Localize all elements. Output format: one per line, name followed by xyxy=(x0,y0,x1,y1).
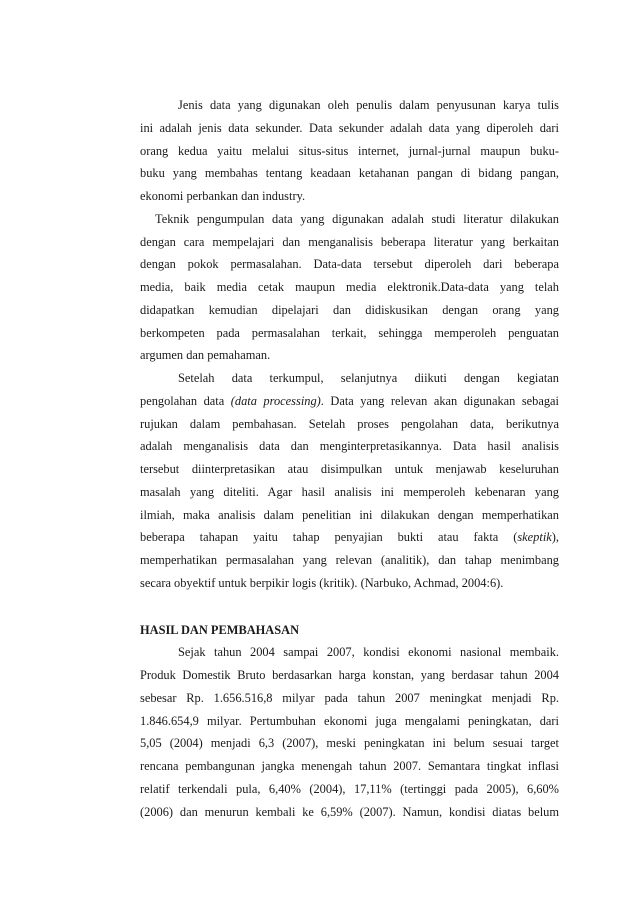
text-line: rujukan dalam pembahasan. Setelah proses pengolahan data, berikutnya xyxy=(140,416,559,431)
text-line: media, baik media cetak maupun media elektronik.Data-data yang telah xyxy=(140,280,559,294)
text-line: Setelah data terkumpul, selanjutnya diikuti dengan kegiatan xyxy=(178,371,559,385)
text-line: Jenis data yang digunakan oleh penulis dalam penyusunan karya tulis xyxy=(178,98,559,112)
text-line: dengan cara mempelajari dan menganalisis beberapa literatur yang berkaitan xyxy=(140,234,559,249)
text-line: argumen dan pemahaman. xyxy=(140,348,271,363)
text-line: masalah yang diteliti. Agar hasil analisis ini memperoleh kebenaran yang xyxy=(140,484,559,499)
section-spacer xyxy=(140,595,559,619)
italic-term: skeptik xyxy=(517,530,552,545)
text-line: adalah menganalisis data dan menginterpretasikannya. Data hasil analisis xyxy=(140,439,559,454)
text-segment: pengolahan data xyxy=(140,393,231,408)
document-page xyxy=(140,94,559,823)
text-line: relatif terkendali pula, 6,40% (2004), 17,11% (tertinggi pada 2005), 6,60% xyxy=(140,781,559,796)
text-line: ini adalah jenis data sekunder. Data sekunder adalah data yang diperoleh dari xyxy=(140,120,559,135)
paragraph-results xyxy=(140,641,559,823)
text-line: (2006) dan menurun kembali ke 6,59% (2007). Namun, kondisi diatas belum xyxy=(140,804,559,819)
italic-term: (data processing) xyxy=(230,393,321,408)
text-segment: beberapa tahapan yaitu tahap penyajian bukti atau fakta ( xyxy=(140,530,518,545)
text-line: 1.846.654,9 milyar. Pertumbuhan ekonomi juga mengalami peningkatan, dari xyxy=(140,713,559,728)
text-line: buku yang membahas tentang keadaan ketahanan pangan di bidang pangan, xyxy=(140,166,559,181)
text-line: didapatkan kemudian dipelajari dan didiskusikan dengan orang yang xyxy=(140,302,559,317)
text-line xyxy=(140,390,559,413)
text-segment: . Data yang relevan akan digunakan sebagai xyxy=(320,393,559,408)
text-line: 5,05 (2004) menjadi 6,3 (2007), meski peningkatan ini belum sesuai target xyxy=(140,736,559,751)
text-line: memperhatikan permasalahan yang relevan (analitik), dan tahap menimbang xyxy=(140,553,559,567)
text-line: orang kedua yaitu melalui situs-situs internet, jurnal-jurnal maupun buku- xyxy=(140,143,559,158)
text-line: Produk Domestik Bruto berdasarkan harga konstan, yang berdasar tahun 2004 xyxy=(140,668,559,682)
text-line: ilmiah, maka analisis dalam penelitian ini dilakukan dengan memperhatikan xyxy=(140,507,559,522)
section-heading: HASIL DAN PEMBAHASAN xyxy=(140,622,300,637)
text-line: secara obyektif untuk berpikir logis (kritik). (Narbuko, Achmad, 2004:6). xyxy=(140,575,504,590)
paragraph-data-processing xyxy=(140,367,559,595)
text-line xyxy=(140,526,559,549)
text-segment: ), xyxy=(551,530,559,545)
text-line: Sejak tahun 2004 sampai 2007, kondisi ekonomi nasional membaik. xyxy=(178,645,559,660)
text-line: dengan pokok permasalahan. Data-data tersebut diperoleh dari beberapa xyxy=(140,257,559,272)
paragraph-collection-technique xyxy=(140,208,559,367)
text-line: ekonomi perbankan dan industry. xyxy=(140,189,306,203)
text-line: sebesar Rp. 1.656.516,8 milyar pada tahun 2007 meningkat menjadi Rp. xyxy=(140,690,559,705)
text-line: tersebut diinterpretasikan atau disimpulkan untuk menjawab keseluruhan xyxy=(140,462,559,476)
text-line: berkompeten pada permasalahan terkait, sehingga memperoleh penguatan xyxy=(140,325,559,340)
paragraph-data-type xyxy=(140,94,559,208)
text-line: Teknik pengumpulan data yang digunakan adalah studi literatur dilakukan xyxy=(155,211,559,226)
text-line: rencana pembangunan jangka menengah tahun 2007. Semantara tingkat inflasi xyxy=(140,759,559,773)
